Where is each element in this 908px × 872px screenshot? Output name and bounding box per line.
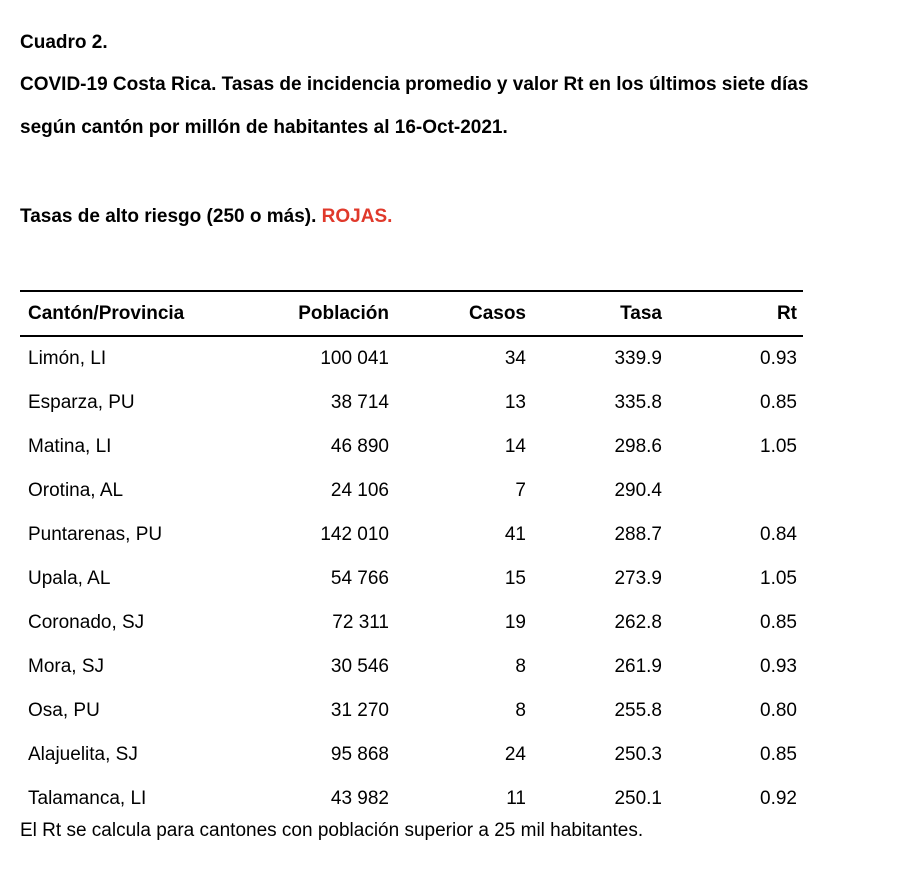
cell-canton: Coronado, SJ bbox=[28, 612, 145, 633]
table-row bbox=[20, 733, 803, 777]
cell-casos: 34 bbox=[504, 348, 526, 369]
table-row bbox=[20, 513, 803, 557]
cell-tasa: 250.3 bbox=[614, 744, 662, 765]
cell-rt: 0.85 bbox=[760, 744, 797, 765]
table-row bbox=[20, 645, 803, 689]
cell-casos: 7 bbox=[515, 480, 526, 501]
cell-rt: 0.85 bbox=[760, 612, 797, 633]
cell-poblacion: 31 270 bbox=[330, 700, 389, 721]
cell-rt: 0.93 bbox=[760, 348, 797, 369]
cell-poblacion: 72 311 bbox=[332, 612, 389, 633]
cell-canton: Puntarenas, PU bbox=[28, 524, 163, 545]
risk-label: Tasas de alto riesgo (250 o más). bbox=[20, 206, 317, 227]
incidence-table bbox=[20, 290, 803, 821]
table-row bbox=[20, 601, 803, 645]
table-header bbox=[20, 290, 803, 337]
table-row bbox=[20, 557, 803, 601]
cell-poblacion: 46 890 bbox=[330, 436, 389, 457]
cell-poblacion: 43 982 bbox=[330, 788, 389, 809]
cell-casos: 13 bbox=[504, 392, 526, 413]
title-line-2: según cantón por millón de habitantes al 16-Oct-2021. bbox=[20, 117, 508, 138]
cell-canton: Matina, LI bbox=[28, 436, 112, 457]
cell-poblacion: 100 041 bbox=[320, 348, 389, 369]
cell-rt: 0.85 bbox=[760, 392, 797, 413]
header-rt: Rt bbox=[776, 302, 797, 324]
table-body bbox=[20, 337, 803, 821]
risk-heading bbox=[20, 206, 392, 228]
cell-casos: 24 bbox=[504, 744, 526, 765]
caption-label: Cuadro 2. bbox=[20, 32, 108, 53]
cell-rt: 0.84 bbox=[760, 524, 797, 545]
cell-tasa: 288.7 bbox=[614, 524, 662, 545]
header-casos: Casos bbox=[468, 302, 526, 324]
header-canton: Cantón/Provincia bbox=[28, 302, 185, 324]
cell-poblacion: 30 546 bbox=[330, 656, 389, 677]
cell-canton: Orotina, AL bbox=[28, 480, 124, 501]
footnote: El Rt se calcula para cantones con población superior a 25 mil habitantes. bbox=[20, 820, 644, 841]
cell-tasa: 298.6 bbox=[614, 436, 662, 457]
cell-tasa: 255.8 bbox=[614, 700, 662, 721]
cell-tasa: 339.9 bbox=[614, 348, 662, 369]
cell-casos: 19 bbox=[504, 612, 526, 633]
risk-tag: ROJAS. bbox=[321, 206, 393, 227]
cell-canton: Upala, AL bbox=[28, 568, 111, 589]
cell-poblacion: 24 106 bbox=[330, 480, 389, 501]
cell-casos: 8 bbox=[515, 700, 526, 721]
cell-tasa: 290.4 bbox=[614, 480, 662, 501]
cell-poblacion: 54 766 bbox=[330, 568, 389, 589]
cell-rt: 1.05 bbox=[760, 568, 797, 589]
cell-poblacion: 142 010 bbox=[320, 524, 389, 545]
cell-canton: Osa, PU bbox=[28, 700, 100, 721]
cell-rt: 0.92 bbox=[760, 788, 797, 809]
cell-tasa: 261.9 bbox=[614, 656, 662, 677]
cell-casos: 15 bbox=[504, 568, 526, 589]
table-row bbox=[20, 425, 803, 469]
cell-tasa: 335.8 bbox=[614, 392, 662, 413]
cell-tasa: 262.8 bbox=[614, 612, 662, 633]
title-line-1: COVID-19 Costa Rica. Tasas de incidencia promedio y valor Rt en los últimos siete días bbox=[20, 74, 809, 95]
cell-rt: 0.80 bbox=[760, 700, 797, 721]
table-row bbox=[20, 469, 803, 513]
cell-canton: Alajuelita, SJ bbox=[28, 744, 138, 765]
cell-casos: 8 bbox=[515, 656, 526, 677]
header-tasa: Tasa bbox=[620, 302, 662, 324]
cell-tasa: 273.9 bbox=[614, 568, 662, 589]
cell-canton: Esparza, PU bbox=[28, 392, 135, 413]
table-row bbox=[20, 381, 803, 425]
table-row bbox=[20, 689, 803, 733]
cell-canton: Talamanca, LI bbox=[28, 788, 147, 809]
header-poblacion: Población bbox=[298, 302, 389, 324]
cell-casos: 14 bbox=[504, 436, 526, 457]
cell-canton: Limón, LI bbox=[28, 348, 107, 369]
cell-rt: 0.93 bbox=[760, 656, 797, 677]
cell-canton: Mora, SJ bbox=[28, 656, 105, 677]
cell-casos: 11 bbox=[506, 788, 526, 809]
table-row bbox=[20, 337, 803, 381]
cell-casos: 41 bbox=[504, 524, 526, 545]
cell-rt: 1.05 bbox=[760, 436, 797, 457]
cell-tasa: 250.1 bbox=[614, 788, 662, 809]
cell-poblacion: 38 714 bbox=[330, 392, 389, 413]
table-row bbox=[20, 777, 803, 821]
cell-poblacion: 95 868 bbox=[330, 744, 389, 765]
